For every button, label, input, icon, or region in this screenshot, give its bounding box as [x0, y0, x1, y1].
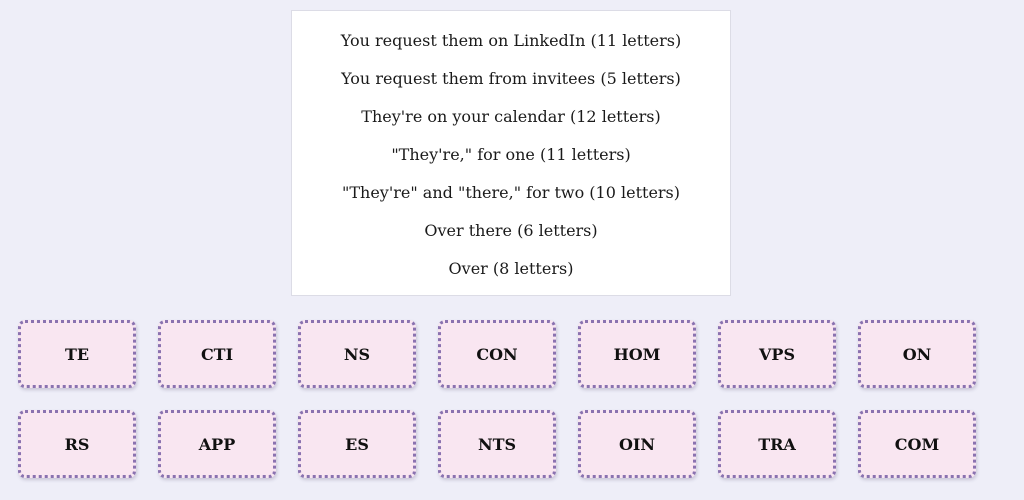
tile-es[interactable]: ES — [298, 410, 416, 478]
clue-3: They're on your calendar (12 letters) — [361, 107, 661, 126]
clue-2: You request them from invitees (5 letters) — [341, 69, 681, 88]
tile-ns[interactable]: NS — [298, 320, 416, 388]
tile-rs[interactable]: RS — [18, 410, 136, 478]
tile-grid — [18, 320, 998, 500]
tile-hom[interactable]: HOM — [578, 320, 696, 388]
clue-6: Over there (6 letters) — [424, 221, 598, 240]
tile-row-1 — [18, 320, 998, 388]
tile-cti[interactable]: CTI — [158, 320, 276, 388]
clue-7: Over (8 letters) — [448, 259, 574, 278]
clue-panel — [291, 10, 731, 296]
clue-1: You request them on LinkedIn (11 letters) — [340, 31, 682, 50]
tile-tra[interactable]: TRA — [718, 410, 836, 478]
tile-com[interactable]: COM — [858, 410, 976, 478]
clue-5: "They're" and "there," for two (10 letters) — [341, 183, 681, 202]
tile-nts[interactable]: NTS — [438, 410, 556, 478]
clue-4: "They're," for one (11 letters) — [391, 145, 631, 164]
tile-on[interactable]: ON — [858, 320, 976, 388]
tile-app[interactable]: APP — [158, 410, 276, 478]
tile-con[interactable]: CON — [438, 320, 556, 388]
tile-te[interactable]: TE — [18, 320, 136, 388]
tile-vps[interactable]: VPS — [718, 320, 836, 388]
tile-oin[interactable]: OIN — [578, 410, 696, 478]
tile-row-2 — [18, 410, 998, 478]
